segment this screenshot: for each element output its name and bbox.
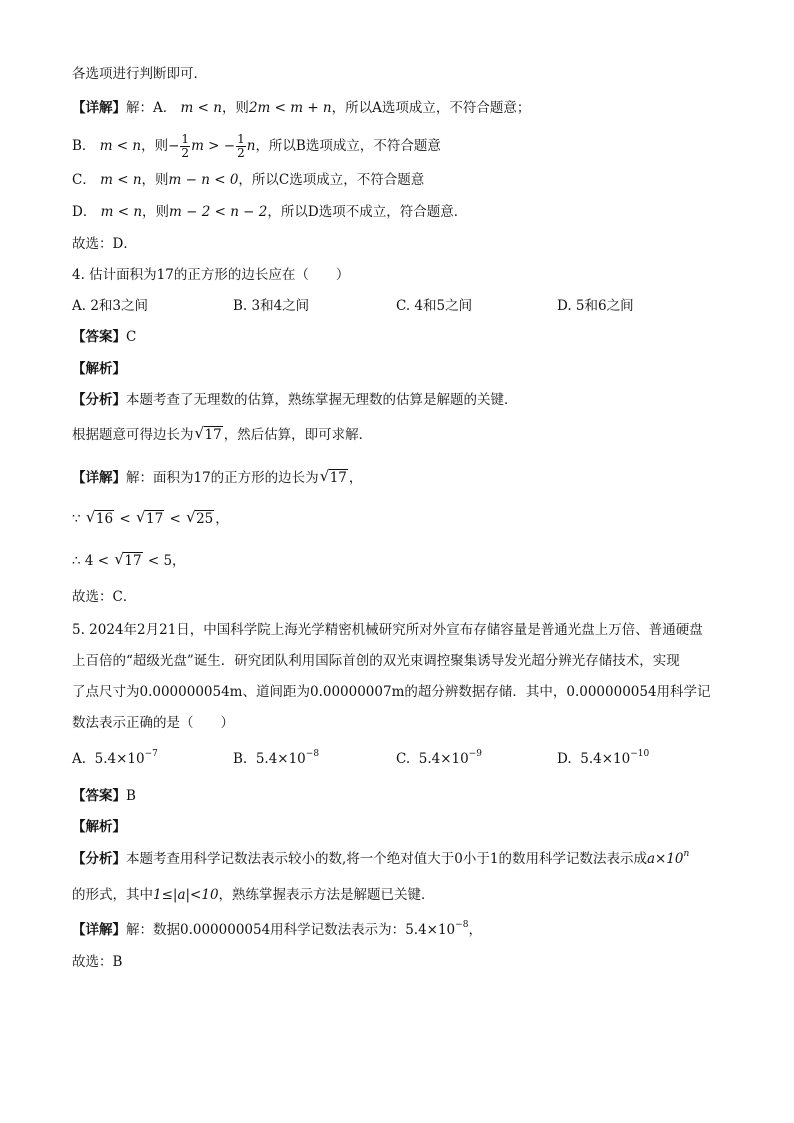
q5-answer-line (72, 786, 136, 806)
math-expr: a×10 (646, 851, 684, 867)
sqrt-17: √ 17 (135, 508, 164, 527)
q5-fenxi-l2-post: ，熟练掌握表示方法是解题已关键． (218, 887, 435, 903)
q4-option-b: B. 3和4之间 (233, 298, 310, 314)
math-expr: m < n (100, 172, 142, 188)
q3-d-pre: D． (72, 204, 97, 220)
q4-fenxi-line (72, 390, 518, 410)
q4-choose: 故选：C． (72, 589, 137, 605)
math-fraction: $\frac{1}{2}$ (237, 132, 245, 160)
q5-stem-line-2: 上百倍的“超级光盘”诞生．研究团队利用国际首创的双光束调控聚集诱导发光超分辨光存储技术，实现 (72, 653, 680, 669)
fenxi-tag: 【分析】 (72, 392, 126, 408)
q5-option-c: C. $5.4\times 10^{-9}$ (396, 748, 482, 767)
q3-option-c-line: C． m < n，则m − n < 0，所以C选项成立，不符合题意 (72, 172, 425, 188)
q4-answer: C (126, 329, 137, 345)
q5-choose: 故选：B (72, 954, 123, 970)
q5-detail-pre: 解：数据0.000000054用科学记数法表示为： (126, 922, 406, 938)
sqrt-17: √ 17 (319, 467, 347, 486)
q3-detail-a-pre: 解：A． (126, 100, 177, 116)
therefore-symbol: ∴ (72, 553, 81, 569)
detail-tag: 【详解】 (72, 100, 126, 116)
math-expr: m − 2 < n − 2 (169, 204, 268, 220)
q4-basis-post: ，然后估算，即可求解． (223, 427, 373, 443)
q5-option-a: A. $5.4\times 10^{-7}$ (72, 748, 158, 767)
q5-option-d: D. $5.4\times 10^{-10}$ (557, 748, 650, 767)
q3-detail-a-post: ，所以A选项成立，不符合题意； (331, 100, 531, 116)
q4-basis-line (72, 425, 372, 445)
q5-fenxi-l2-pre: 的形式，其中 (72, 887, 153, 903)
math-expr: m − n < 0 (168, 172, 239, 188)
q4-fenxi: 本题考查了无理数的估算，熟练掌握无理数的估算是解题的关键． (126, 392, 518, 408)
math-expr: m < n (180, 100, 222, 116)
math-expr: m < n (99, 138, 142, 154)
q5-detail-line (72, 920, 482, 940)
q3-choose: 故选：D． (72, 236, 137, 252)
q4-option-d: D. 5和6之间 (557, 298, 634, 314)
sqrt-17: √ 17 (114, 550, 142, 569)
q5-stem-line-4: 数法表示正确的是（ ） (72, 715, 234, 731)
q4-answer-line (72, 327, 136, 347)
q5-fenxi-line-2 (72, 885, 435, 905)
math-fraction: $\frac{1}{2}$ (181, 132, 190, 160)
q4-analysis-tag: 【解析】 (72, 361, 126, 377)
answer-tag: 【答案】 (72, 788, 126, 804)
q4-detail-line (72, 468, 362, 488)
q5-analysis-tag: 【解析】 (72, 819, 126, 835)
q4-stem: 4. 估计面积为17的正方形的边长应在（ ） (72, 267, 350, 283)
math-expr: m < n (100, 204, 143, 220)
math-exponent: −8 (455, 919, 469, 930)
q5-fenxi-text: 本题考查用科学记数法表示较小的数,将一个绝对值大于0小于1的数用科学记数法表示成 (126, 851, 647, 867)
q5-detail-post: ， (468, 922, 482, 938)
math-exponent: n (683, 848, 690, 859)
fenxi-tag: 【分析】 (72, 851, 126, 867)
q4-detail-pre: 解：面积为17的正方形的边长为 (126, 470, 319, 486)
q3-b-pre: B． (72, 138, 96, 154)
q3-detail-line: 【详解】解：A． m < n，则2m < m + n，所以A选项成立，不符合题意； (72, 100, 531, 116)
because-symbol: ∵ (72, 511, 81, 527)
q3-option-d-line: D． m < n，则m − 2 < n − 2，所以D选项不成立，符合题意． (72, 204, 468, 220)
q3-c-pre: C． (72, 172, 96, 188)
q3-text-line: 各选项进行判断即可． (72, 66, 207, 82)
math-expr: 2m < m + n (248, 100, 332, 116)
q4-basis-pre: 根据题意可得边长为 (72, 427, 194, 443)
answer-tag: 【答案】 (72, 329, 126, 345)
math-expr: 5.4×10 (405, 922, 456, 938)
detail-tag: 【详解】 (72, 922, 126, 938)
q5-fenxi-line-1 (72, 849, 689, 869)
q3-b-post: ，所以B选项成立，不符合题意 (255, 138, 441, 154)
q4-therefore-line: ∴ 4 < √ 17 < 5， (72, 550, 186, 569)
q5-stem-line-3: 了点尺寸为0.000000054m、道间距为0.00000007m的超分辨数据存储．其中，0.000000054用科学记 (72, 684, 711, 700)
detail-tag: 【详解】 (72, 470, 126, 486)
q3-c-post: ，所以C选项成立，不符合题意 (238, 172, 425, 188)
q4-option-a: A. 2和3之间 (72, 298, 149, 314)
sqrt-16: √ 16 (85, 508, 114, 527)
q5-answer: B (126, 788, 136, 804)
q4-option-c: C. 4和5之间 (396, 298, 473, 314)
q4-because-line: ∵ √ 16 < √ 17 < √ 25 ， (72, 508, 229, 527)
math-expr: 1≤|a|<10 (153, 887, 219, 903)
sqrt-25: √ 25 (186, 508, 214, 527)
q3-option-b-line: B． m < n，则− $\frac{1}{2}$ m > − $\frac{1}{2}$ n，所以B选项成立，不符合题意 (72, 132, 441, 160)
q5-stem-line-1: 5. 2024年2月21日，中国科学院上海光学精密机械研究所对外宣布存储容量是普通光盘上万倍、普通硬盘 (72, 622, 703, 638)
q4-detail-post: ， (348, 470, 363, 486)
sqrt-17: √ 17 (194, 424, 222, 443)
q5-option-b: B. $5.4\times 10^{-8}$ (233, 748, 320, 767)
q3-d-post: ，所以D选项不成立，符合题意． (267, 204, 468, 220)
